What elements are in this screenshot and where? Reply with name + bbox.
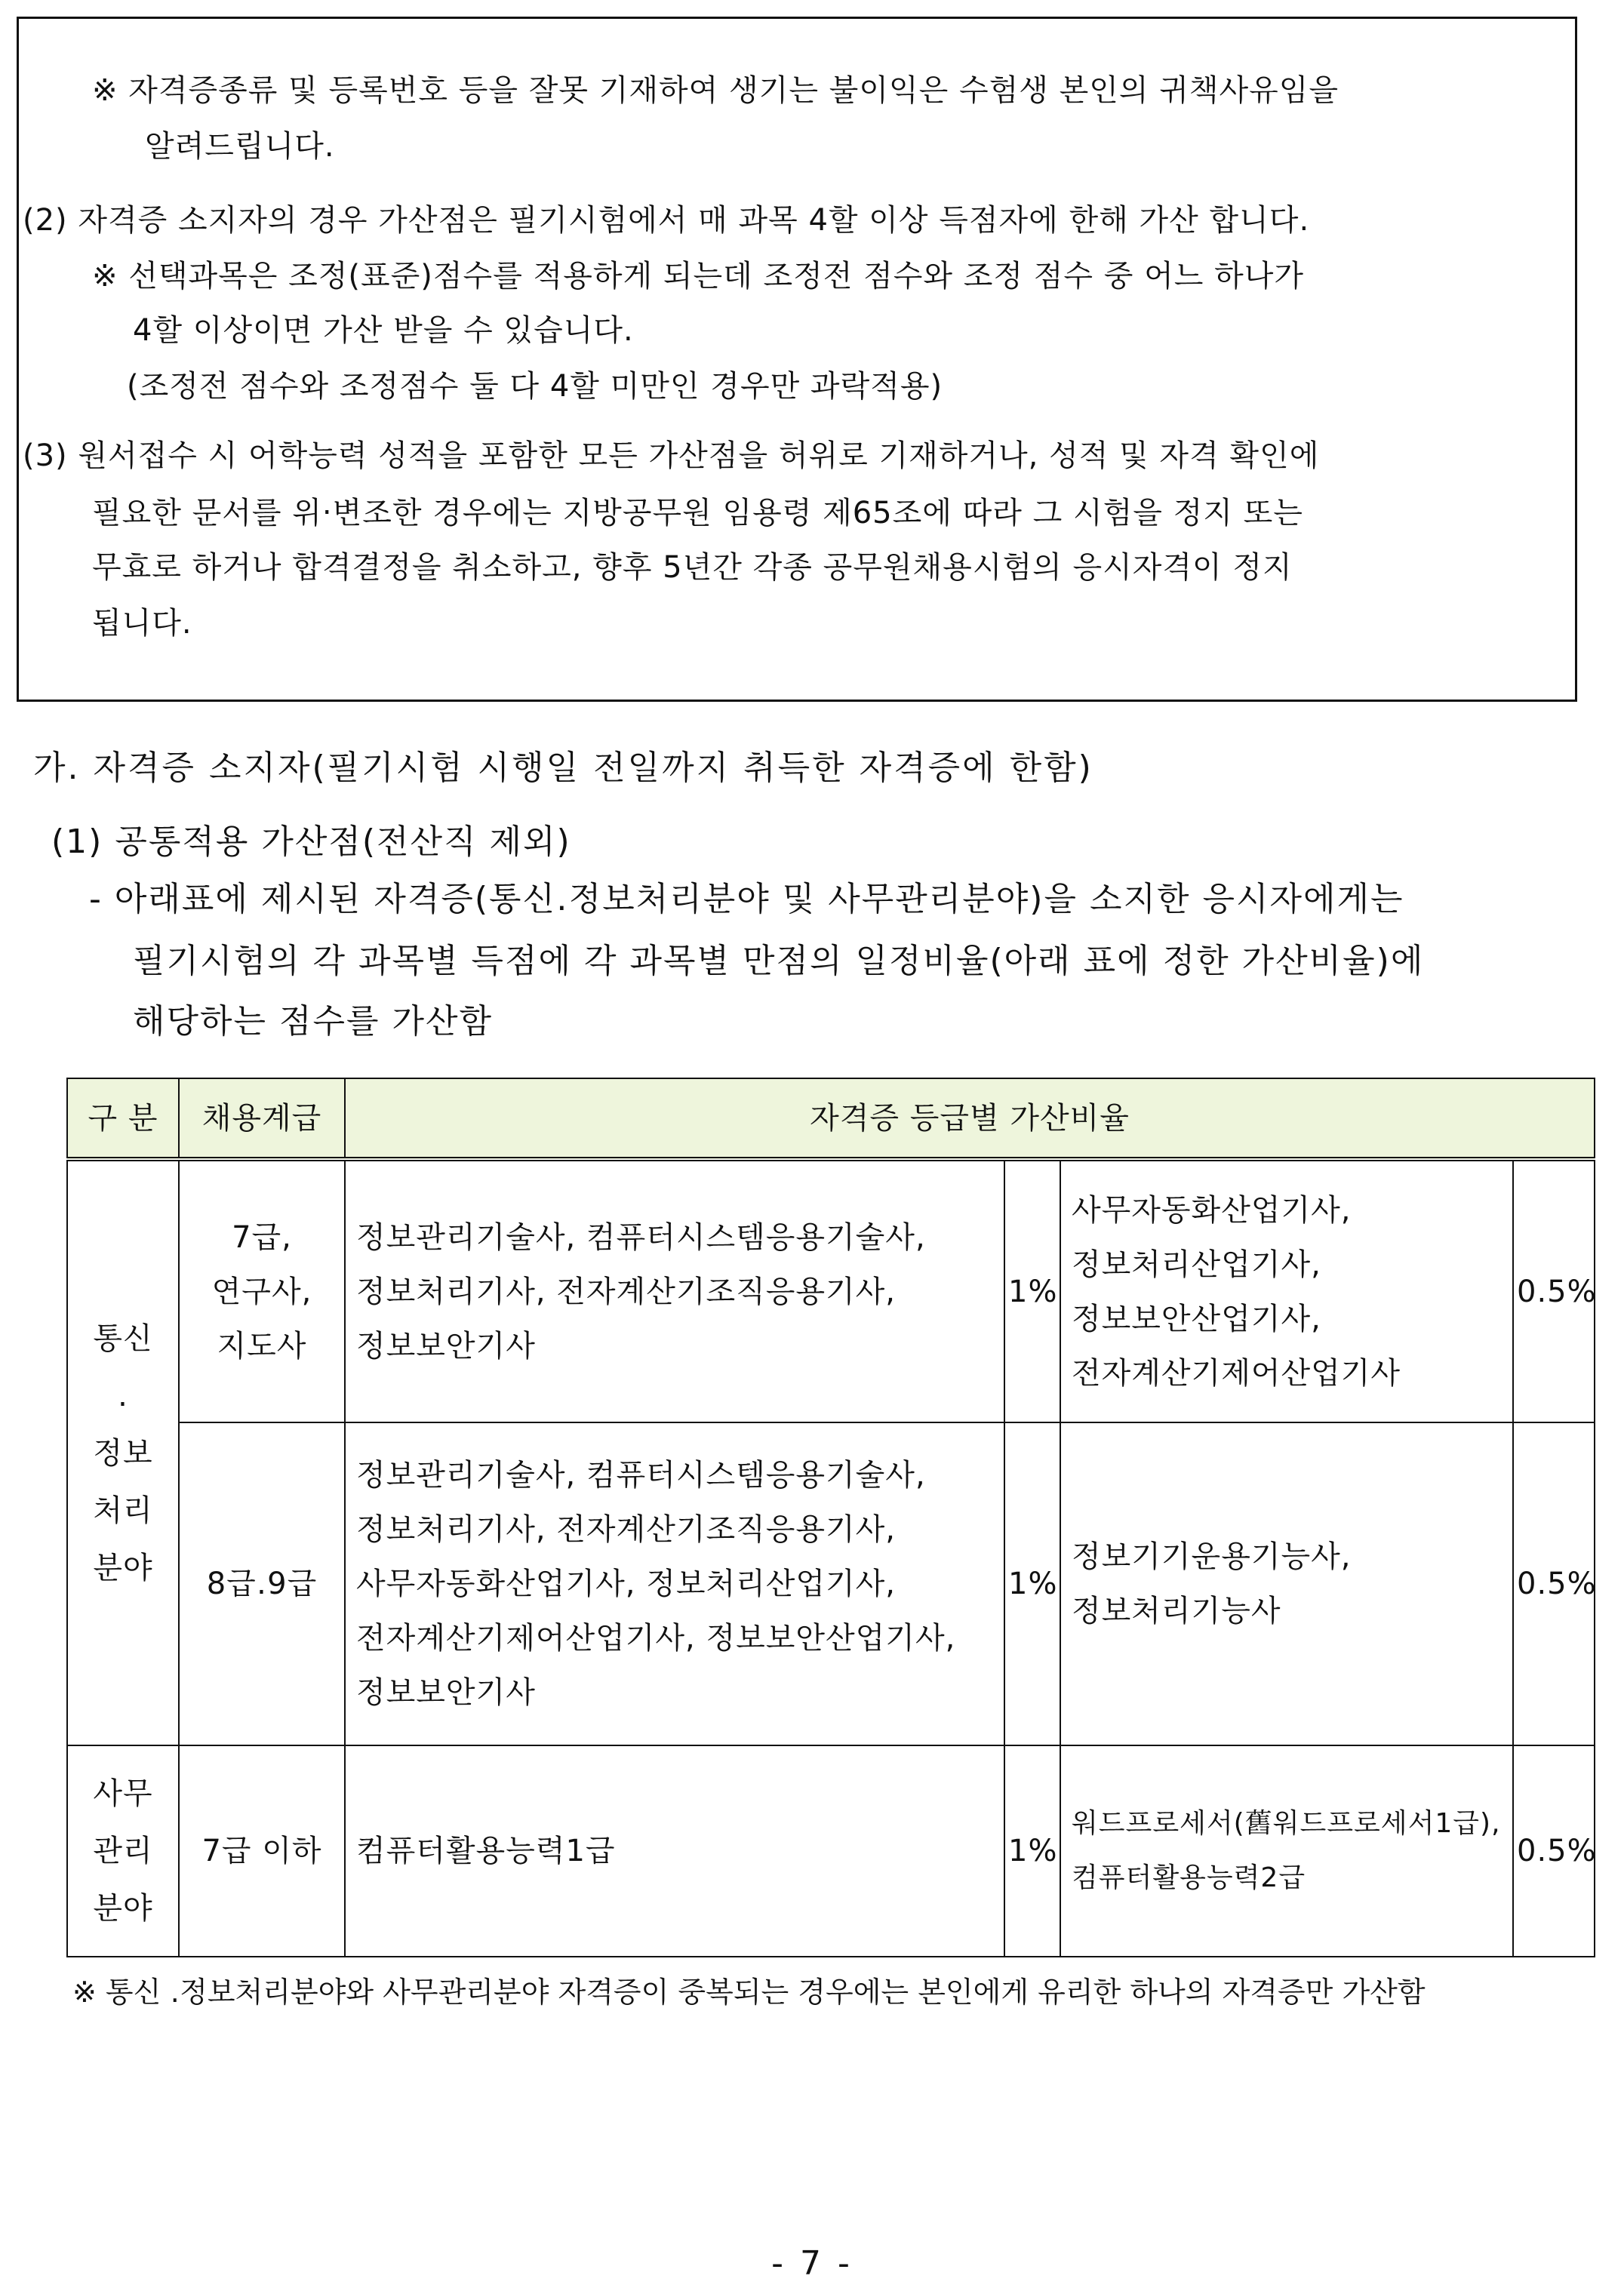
table-row bbox=[67, 1745, 1595, 1957]
certs-1pct-cell: 컴퓨터활용능력1급 bbox=[345, 1745, 1004, 1957]
grade-cell: 8급․9급 bbox=[179, 1422, 345, 1745]
section-desc-line-2: 필기시험의 각 과목별 득점에 각 과목별 만점의 일정비율(아래 표에 정한 가산비율)에 bbox=[133, 942, 1425, 980]
section-subheading: (1) 공통적용 가산점(전산직 제외) bbox=[51, 823, 571, 861]
grade-text: 7급, bbox=[232, 1219, 292, 1255]
notice-note-1-line-2: 알려드립니다. bbox=[145, 129, 335, 164]
cert-text: 정보보안산업기사, bbox=[1072, 1301, 1321, 1336]
cert-text: 정보처리기능사 bbox=[1072, 1594, 1281, 1629]
cert-text: 컴퓨터활용능력2급 bbox=[1072, 1862, 1306, 1894]
field-text: 분야 bbox=[93, 1891, 153, 1927]
header-ratio: 자격증 등급별 가산비율 bbox=[345, 1078, 1595, 1159]
cert-bonus-table bbox=[66, 1078, 1595, 1957]
field-text: ․ bbox=[117, 1378, 129, 1413]
section-heading: 가. 자격증 소지자(필기시험 시행일 전일까지 취득한 자격증에 한함) bbox=[33, 749, 1093, 787]
field-text: 분야 bbox=[93, 1550, 153, 1585]
rate-05pct-cell: 0.5% bbox=[1513, 1159, 1595, 1422]
section-desc-line-1: - 아래표에 제시된 자격증(통신․정보처리분야 및 사무관리분야)을 소지한 응시자에게는 bbox=[89, 880, 1404, 918]
table-row bbox=[67, 1422, 1595, 1745]
grade-cell: 7급 이하 bbox=[179, 1745, 345, 1957]
cert-text: 정보기기운용기능사, bbox=[1072, 1539, 1352, 1575]
notice-item-3-line-2: 필요한 문서를 위‧변조한 경우에는 지방공무원 임용령 제65조에 따라 그 시험을 정지 또는 bbox=[92, 496, 1303, 530]
notice-note-1-line-1: ※ 자격증종류 및 등록번호 등을 잘못 기재하여 생기는 불이익은 수험생 본인의 귀책사유임을 bbox=[92, 73, 1339, 108]
notice-item-3-line-1: (3) 원서접수 시 어학능력 성적을 포함한 모든 가산점을 허위로 기재하거나, 성적 및 자격 확인에 bbox=[23, 438, 1320, 473]
notice-item-3-line-4: 됩니다. bbox=[92, 606, 192, 641]
cert-text: 정보처리기사, 전자계산기조직응용기사, bbox=[356, 1274, 897, 1309]
field-text: 처리 bbox=[93, 1493, 153, 1528]
field-it-cell bbox=[67, 1159, 179, 1745]
cert-text: 정보처리산업기사, bbox=[1072, 1247, 1321, 1282]
page-number: - 7 - bbox=[771, 2244, 853, 2283]
notice-note-2-line-2: 4할 이상이면 가산 받을 수 있습니다. bbox=[133, 313, 634, 348]
section-desc-line-3: 해당하는 점수를 가산함 bbox=[133, 1002, 494, 1041]
rate-1pct-cell: 1% bbox=[1004, 1422, 1060, 1745]
table-footnote: ※ 통신 ․정보처리분야와 사무관리분야 자격증이 중복되는 경우에는 본인에게 유리한 하나의 자격증만 가산함 bbox=[72, 1976, 1426, 2009]
notice-note-2-line-3: (조정전 점수와 조정점수 둘 다 4할 미만인 경우만 과락적용) bbox=[127, 369, 943, 404]
rate-1pct-cell: 1% bbox=[1004, 1159, 1060, 1422]
cert-text: 사무자동화산업기사, 정보처리산업기사, bbox=[356, 1567, 897, 1602]
rate-05pct-cell: 0.5% bbox=[1513, 1745, 1595, 1957]
cert-text: 전자계산기제어산업기사 bbox=[1072, 1355, 1401, 1391]
certs-1pct-cell bbox=[345, 1159, 1004, 1422]
certs-05pct-cell bbox=[1060, 1422, 1513, 1745]
rate-1pct-cell: 1% bbox=[1004, 1745, 1060, 1957]
grade-text: 연구사, bbox=[211, 1274, 312, 1309]
cert-text: 정보보안기사 bbox=[356, 1328, 536, 1364]
cert-text: 정보관리기술사, 컴퓨터시스템응용기술사, bbox=[356, 1219, 926, 1255]
header-grade: 채용계급 bbox=[179, 1078, 345, 1159]
field-office-cell bbox=[67, 1745, 179, 1957]
cert-text: 사무자동화산업기사, bbox=[1072, 1192, 1352, 1228]
field-text: 사무 bbox=[93, 1776, 153, 1812]
notice-note-2-line-1: ※ 선택과목은 조정(표준)점수를 적용하게 되는데 조정전 점수와 조정 점수 중 어느 하나가 bbox=[92, 259, 1304, 294]
field-text: 통신 bbox=[93, 1321, 153, 1356]
cert-text: 전자계산기제어산업기사, 정보보안산업기사, bbox=[356, 1621, 956, 1656]
grade-cell bbox=[179, 1159, 345, 1422]
header-division: 구 분 bbox=[67, 1078, 179, 1159]
cert-text: 정보보안기사 bbox=[356, 1675, 536, 1711]
table-row bbox=[67, 1159, 1595, 1422]
cert-text: 정보관리기술사, 컴퓨터시스템응용기술사, bbox=[356, 1458, 926, 1493]
certs-1pct-cell bbox=[345, 1422, 1004, 1745]
notice-item-3-line-3: 무효로 하거나 합격결정을 취소하고, 향후 5년간 각종 공무원채용시험의 응시자격이 정지 bbox=[92, 550, 1293, 585]
table-header-row bbox=[67, 1078, 1595, 1159]
notice-item-2: (2) 자격증 소지자의 경우 가산점은 필기시험에서 매 과목 4할 이상 득점자에 한해 가산 합니다. bbox=[23, 203, 1310, 238]
rate-05pct-cell: 0.5% bbox=[1513, 1422, 1595, 1745]
field-text: 정보 bbox=[93, 1435, 153, 1471]
cert-text: 정보처리기사, 전자계산기조직응용기사, bbox=[356, 1512, 897, 1548]
certs-05pct-cell bbox=[1060, 1745, 1513, 1957]
certs-05pct-cell bbox=[1060, 1159, 1513, 1422]
notice-box bbox=[17, 17, 1577, 702]
field-text: 관리 bbox=[93, 1834, 153, 1869]
cert-text: 워드프로세서(舊워드프로세서1급), bbox=[1072, 1808, 1501, 1840]
grade-text: 지도사 bbox=[217, 1328, 307, 1364]
